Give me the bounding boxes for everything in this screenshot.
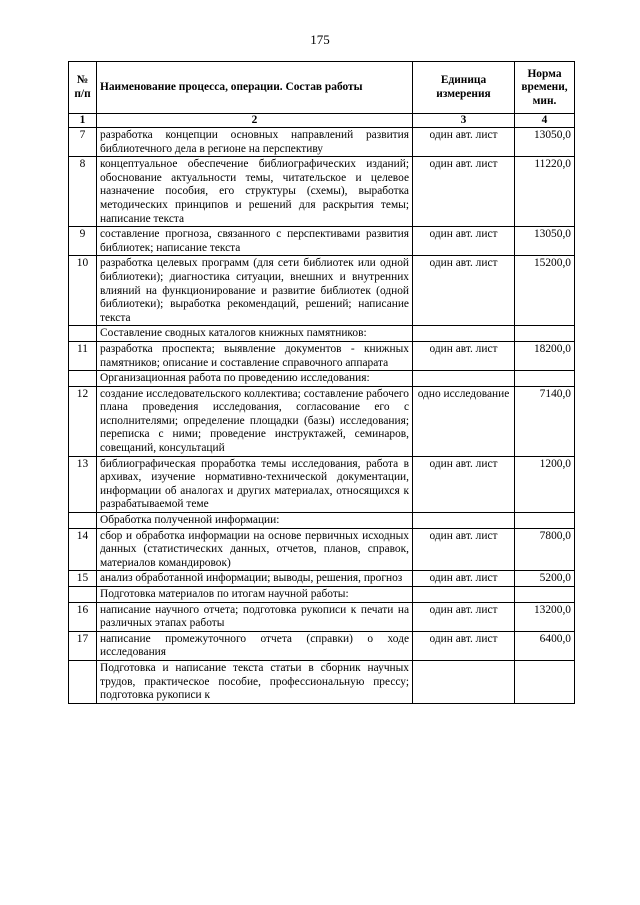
header-unit: Единица измерения xyxy=(413,62,515,114)
operation-description: создание исследовательского коллектива; составление рабочего плана проведения исследования, согласование его с исполнителями; определение площадки (базы) исследования; переписка с ними; проведение инструктажей, семинаров, совещаний, консультаций xyxy=(97,386,413,456)
row-number: 10 xyxy=(69,256,97,326)
time-norm: 13200,0 xyxy=(515,602,575,631)
measurement-unit: один авт. лист xyxy=(413,631,515,660)
unit-empty xyxy=(413,587,515,603)
operation-description: разработка концепции основных направлений развития библиотечного дела в регионе на перспективу xyxy=(97,128,413,157)
table-row xyxy=(69,571,575,587)
norm-empty xyxy=(515,513,575,529)
table-row xyxy=(69,341,575,370)
operation-description: написание промежуточного отчета (справки) о ходе исследования xyxy=(97,631,413,660)
table-row xyxy=(69,157,575,227)
table-row xyxy=(69,256,575,326)
column-number: 3 xyxy=(413,114,515,128)
time-norm: 15200,0 xyxy=(515,256,575,326)
row-number: 7 xyxy=(69,128,97,157)
row-number: 11 xyxy=(69,341,97,370)
measurement-unit: один авт. лист xyxy=(413,227,515,256)
row-number-empty xyxy=(69,587,97,603)
unit-empty xyxy=(413,326,515,342)
operation-description: разработка целевых программ (для сети библиотек или одной библиотеки); диагностика ситуации, внешних и внутренних влияний на функционирование и развитие библиотек (одной библиотеки); выработка рекомендаций, решений; написание текста xyxy=(97,256,413,326)
table-row xyxy=(69,631,575,660)
table-body xyxy=(69,128,575,704)
section-heading: Составление сводных каталогов книжных памятников: xyxy=(97,326,413,342)
column-number: 2 xyxy=(97,114,413,128)
row-number-empty xyxy=(69,371,97,387)
table-row xyxy=(69,456,575,512)
time-norm: 1200,0 xyxy=(515,456,575,512)
section-row xyxy=(69,587,575,603)
column-number: 4 xyxy=(515,114,575,128)
column-number-row xyxy=(69,114,575,128)
time-norm: 11220,0 xyxy=(515,157,575,227)
time-norm: 7140,0 xyxy=(515,386,575,456)
time-norm: 6400,0 xyxy=(515,631,575,660)
row-number: 16 xyxy=(69,602,97,631)
norm-empty xyxy=(515,326,575,342)
section-heading: Подготовка и написание текста статьи в сборник научных трудов, практическое пособие, профессиональную прессу; подготовка рукописи к xyxy=(97,660,413,703)
unit-empty xyxy=(413,660,515,703)
measurement-unit: один авт. лист xyxy=(413,571,515,587)
row-number: 17 xyxy=(69,631,97,660)
row-number: 15 xyxy=(69,571,97,587)
row-number-empty xyxy=(69,660,97,703)
table-row xyxy=(69,386,575,456)
row-number-empty xyxy=(69,513,97,529)
operation-description: библиографическая проработка темы исследования, работа в архивах, изучение нормативно-технической документации, информации об аналогах и других материалах, относящихся к разрабатываемой теме xyxy=(97,456,413,512)
norms-table xyxy=(68,61,575,704)
row-number: 9 xyxy=(69,227,97,256)
row-number: 12 xyxy=(69,386,97,456)
time-norm: 5200,0 xyxy=(515,571,575,587)
table-row xyxy=(69,602,575,631)
table-row xyxy=(69,528,575,571)
measurement-unit: один авт. лист xyxy=(413,157,515,227)
row-number: 14 xyxy=(69,528,97,571)
measurement-unit: один авт. лист xyxy=(413,456,515,512)
time-norm: 18200,0 xyxy=(515,341,575,370)
measurement-unit: один авт. лист xyxy=(413,528,515,571)
operation-description: составление прогноза, связанного с перспективами развития библиотек; написание текста xyxy=(97,227,413,256)
section-row xyxy=(69,513,575,529)
measurement-unit: один авт. лист xyxy=(413,256,515,326)
operation-description: разработка проспекта; выявление документов - книжных памятников; описание и составление справочного аппарата xyxy=(97,341,413,370)
row-number-empty xyxy=(69,326,97,342)
operation-description: концептуальное обеспечение библиографических изданий; обоснование актуальности темы, читательское и целевое назначение пособия, его структуры (схемы), выработка методических принципов и решений для раскрытия темы; написание текста xyxy=(97,157,413,227)
column-number: 1 xyxy=(69,114,97,128)
operation-description: написание научного отчета; подготовка рукописи к печати на различных этапах работы xyxy=(97,602,413,631)
section-heading: Подготовка материалов по итогам научной работы: xyxy=(97,587,413,603)
operation-description: анализ обработанной информации; выводы, решения, прогноз xyxy=(97,571,413,587)
norm-empty xyxy=(515,371,575,387)
operation-description: сбор и обработка информации на основе первичных исходных данных (статистических данных, отчетов, планов, справок, материалов командировок) xyxy=(97,528,413,571)
measurement-unit: один авт. лист xyxy=(413,341,515,370)
section-row xyxy=(69,371,575,387)
section-row xyxy=(69,660,575,703)
unit-empty xyxy=(413,371,515,387)
measurement-unit: один авт. лист xyxy=(413,602,515,631)
row-number: 13 xyxy=(69,456,97,512)
norm-empty xyxy=(515,660,575,703)
time-norm: 13050,0 xyxy=(515,128,575,157)
measurement-unit: один авт. лист xyxy=(413,128,515,157)
header-name: Наименование процесса, операции. Состав работы xyxy=(97,62,413,114)
header-num: № п/п xyxy=(69,62,97,114)
header-norm: Норма времени, мин. xyxy=(515,62,575,114)
table-row xyxy=(69,227,575,256)
norm-empty xyxy=(515,587,575,603)
time-norm: 13050,0 xyxy=(515,227,575,256)
section-heading: Организационная работа по проведению исследования: xyxy=(97,371,413,387)
measurement-unit: одно исследование xyxy=(413,386,515,456)
table-row xyxy=(69,128,575,157)
time-norm: 7800,0 xyxy=(515,528,575,571)
section-heading: Обработка полученной информации: xyxy=(97,513,413,529)
header-row xyxy=(69,62,575,114)
section-row xyxy=(69,326,575,342)
page-number: 175 xyxy=(310,32,330,47)
row-number: 8 xyxy=(69,157,97,227)
unit-empty xyxy=(413,513,515,529)
